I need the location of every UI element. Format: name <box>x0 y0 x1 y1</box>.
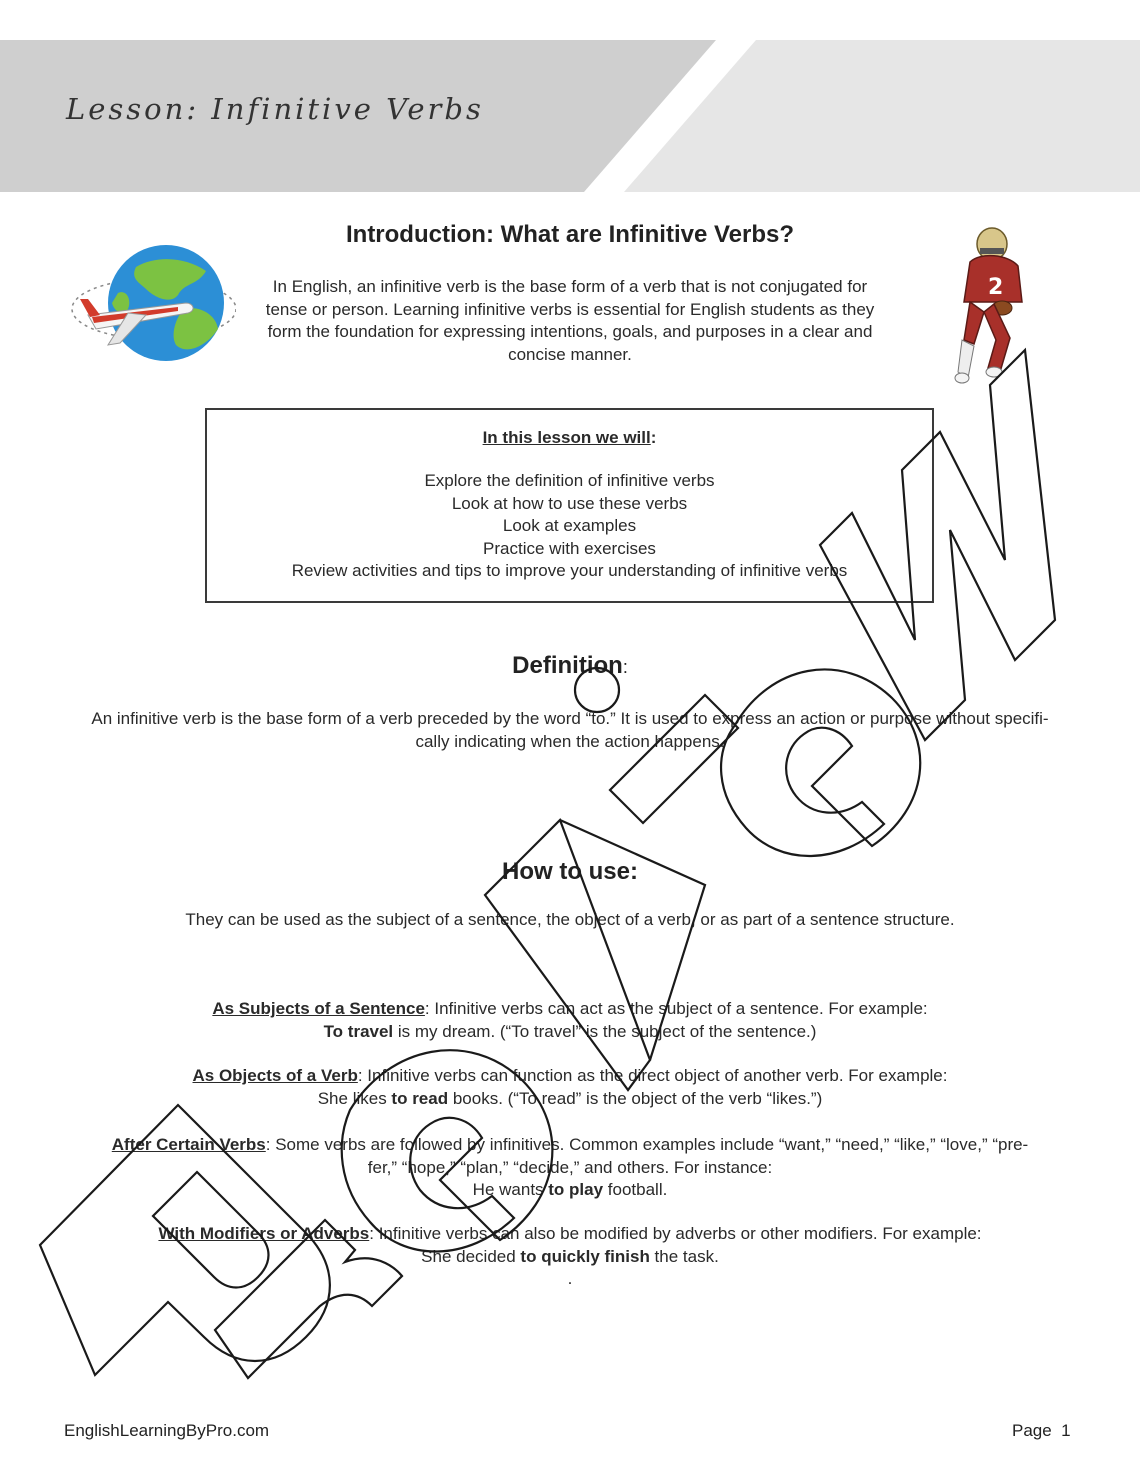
list-item: Explore the definition of infinitive verbs <box>424 471 715 490</box>
list-item: Review activities and tips to improve your understanding of infinitive verbs <box>291 561 848 580</box>
intro-line: form the foundation for expressing intentions, goals, and purposes in a clear and <box>267 322 873 341</box>
definition-title: Definition <box>512 652 623 679</box>
usage-modifiers-example-bold: to quickly finish <box>520 1246 650 1266</box>
trailing-dot: . <box>567 1269 573 1288</box>
usage-subjects-label: As Subjects of a Sentence <box>212 999 425 1018</box>
usage-modifiers-label: With Modifiers or Adverbs <box>158 1224 370 1243</box>
usage-modifiers-text: : Infinitive verbs can also be modified by adverbs or other modifiers. For example: <box>369 1224 982 1243</box>
usage-objects-example-bold: to read <box>391 1088 449 1108</box>
definition-line: An infinitive verb is the base form of a verb preceded by the word “to.” It is used to express an action or purpose without specifi- <box>91 709 1049 728</box>
lesson-box-heading <box>205 427 934 450</box>
intro-title: Introduction: What are Infinitive Verbs? <box>345 221 795 248</box>
intro-line: concise manner. <box>508 344 632 364</box>
usage-after-verbs-label: After Certain Verbs <box>111 1135 266 1154</box>
intro-line: tense or person. Learning infinitive verbs is essential for English students as they <box>265 299 875 319</box>
usage-subjects-text: : Infinitive verbs can act as the subject of a sentence. For example: <box>424 999 928 1018</box>
usage-subjects-example-bold: To travel <box>323 1021 394 1041</box>
lesson-box-heading-text: In this lesson we will <box>482 428 651 447</box>
usage-modifiers-example-pre: She decided <box>421 1246 521 1266</box>
usage-objects-text: : Infinitive verbs can function as the direct object of another verb. For example: <box>357 1066 948 1085</box>
intro-paragraph <box>200 276 940 366</box>
usage-after-verbs <box>40 1134 1100 1202</box>
usage-modifiers <box>40 1223 1100 1268</box>
list-item: Look at how to use these verbs <box>451 493 688 513</box>
lesson-box-heading-colon: : <box>650 428 657 447</box>
usage-after-verbs-example-pre: He wants <box>472 1180 549 1199</box>
usage-after-verbs-text: : Some verbs are followed by infinitives. Common examples include “want,” “need,” “like,” “love,” “pre- <box>265 1135 1029 1154</box>
definition-paragraph <box>40 708 1100 753</box>
usage-objects-example: books. (“To read” is the object of the verb “likes.”) <box>448 1088 823 1108</box>
usage-after-verbs-example-bold: to play <box>548 1180 604 1199</box>
list-item: Practice with exercises <box>483 538 656 558</box>
footer-site: EnglishLearningByPro.com <box>64 1421 270 1440</box>
lesson-title: Lesson: Infinitive Verbs <box>66 92 484 126</box>
intro-line: In English, an infinitive verb is the base form of a verb that is not conjugated for <box>272 277 868 296</box>
usage-after-verbs-example: football. <box>603 1180 668 1199</box>
usage-objects-label: As Objects of a Verb <box>192 1066 358 1085</box>
footer-page-number: Page 1 <box>1012 1421 1071 1440</box>
list-item: Look at examples <box>502 516 637 535</box>
definition-heading <box>0 652 1140 680</box>
lesson-box-list <box>205 470 934 583</box>
usage-objects <box>40 1065 1100 1110</box>
usage-subjects-example: is my dream. (“To travel” is the subject of the sentence.) <box>393 1021 817 1041</box>
football-player-icon <box>940 222 1040 387</box>
usage-subjects <box>40 998 1100 1043</box>
usage-after-verbs-line2: fer,” “hope,” “plan,” “decide,” and others. For instance: <box>367 1157 773 1177</box>
definition-colon: : <box>622 657 628 677</box>
usage-objects-example-pre: She likes <box>317 1088 392 1108</box>
how-to-use-text: They can be used as the subject of a sentence, the object of a verb, or as part of a sentence structure. <box>185 910 955 929</box>
how-to-use-title: How to use: <box>502 858 638 885</box>
svg-text:2: 2 <box>988 275 1004 300</box>
definition-line: cally indicating when the action happens. <box>415 731 725 751</box>
usage-modifiers-example: the task. <box>649 1246 719 1266</box>
